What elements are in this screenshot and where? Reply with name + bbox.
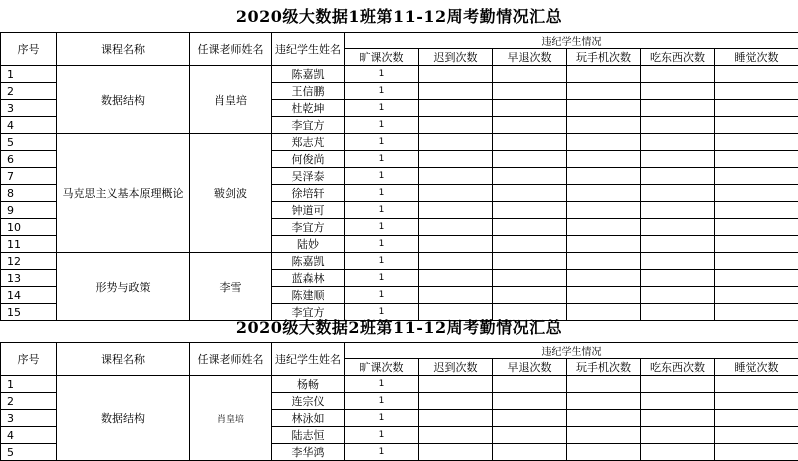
empty-count-cell bbox=[641, 287, 715, 304]
teacher-name: 皲剑波 bbox=[190, 134, 272, 253]
absent-count: 1 bbox=[345, 427, 419, 444]
absent-count: 1 bbox=[345, 100, 419, 117]
empty-count-cell bbox=[715, 185, 798, 202]
empty-count-cell bbox=[641, 376, 715, 393]
table-row bbox=[1, 376, 798, 393]
table-row bbox=[1, 134, 798, 151]
row-seq: 2 bbox=[1, 393, 57, 410]
empty-count-cell bbox=[419, 410, 493, 427]
empty-count-cell bbox=[715, 100, 798, 117]
empty-count-cell bbox=[567, 270, 641, 287]
empty-count-cell bbox=[715, 66, 798, 83]
empty-count-cell bbox=[493, 100, 567, 117]
teacher-name: 肖皇培 bbox=[190, 66, 272, 134]
empty-count-cell bbox=[715, 168, 798, 185]
student-name: 郑志芃 bbox=[272, 134, 345, 151]
row-seq: 14 bbox=[1, 287, 57, 304]
student-name: 林泳如 bbox=[272, 410, 345, 427]
student-name: 陆志恒 bbox=[272, 427, 345, 444]
empty-count-cell bbox=[641, 151, 715, 168]
absent-count: 1 bbox=[345, 151, 419, 168]
course-name: 马克思主义基本原理概论 bbox=[57, 134, 190, 253]
absent-count: 1 bbox=[345, 66, 419, 83]
header-seq: 序号 bbox=[1, 343, 57, 376]
student-name: 杜乾坤 bbox=[272, 100, 345, 117]
empty-count-cell bbox=[715, 376, 798, 393]
student-name: 陆妙 bbox=[272, 236, 345, 253]
empty-count-cell bbox=[419, 151, 493, 168]
teacher-name: 肖皇培 bbox=[190, 376, 272, 461]
empty-count-cell bbox=[493, 393, 567, 410]
header-course: 课程名称 bbox=[57, 33, 190, 66]
empty-count-cell bbox=[419, 185, 493, 202]
empty-count-cell bbox=[715, 236, 798, 253]
empty-count-cell bbox=[641, 134, 715, 151]
empty-count-cell bbox=[715, 410, 798, 427]
row-seq: 5 bbox=[1, 134, 57, 151]
header-course: 课程名称 bbox=[57, 343, 190, 376]
empty-count-cell bbox=[567, 253, 641, 270]
empty-count-cell bbox=[419, 83, 493, 100]
absent-count: 1 bbox=[345, 304, 419, 321]
empty-count-cell bbox=[641, 219, 715, 236]
row-seq: 2 bbox=[1, 83, 57, 100]
row-seq: 1 bbox=[1, 376, 57, 393]
teacher-name: 李雪 bbox=[190, 253, 272, 321]
empty-count-cell bbox=[715, 444, 798, 461]
empty-count-cell bbox=[567, 100, 641, 117]
row-seq: 11 bbox=[1, 236, 57, 253]
row-seq: 4 bbox=[1, 117, 57, 134]
empty-count-cell bbox=[493, 117, 567, 134]
student-name: 连宗仪 bbox=[272, 393, 345, 410]
empty-count-cell bbox=[419, 393, 493, 410]
header-row bbox=[1, 33, 798, 49]
absent-count: 1 bbox=[345, 410, 419, 427]
student-name: 何俊尚 bbox=[272, 151, 345, 168]
header-teacher: 任课老师姓名 bbox=[190, 343, 272, 376]
absent-count: 1 bbox=[345, 253, 419, 270]
student-name: 王信鹏 bbox=[272, 83, 345, 100]
empty-count-cell bbox=[641, 444, 715, 461]
row-seq: 3 bbox=[1, 410, 57, 427]
absent-count: 1 bbox=[345, 134, 419, 151]
empty-count-cell bbox=[419, 253, 493, 270]
empty-count-cell bbox=[715, 219, 798, 236]
empty-count-cell bbox=[567, 410, 641, 427]
absent-count: 1 bbox=[345, 393, 419, 410]
empty-count-cell bbox=[715, 393, 798, 410]
empty-count-cell bbox=[641, 410, 715, 427]
empty-count-cell bbox=[419, 168, 493, 185]
empty-count-cell bbox=[715, 253, 798, 270]
student-name: 陈嘉凯 bbox=[272, 253, 345, 270]
absent-count: 1 bbox=[345, 287, 419, 304]
student-name: 吴泽泰 bbox=[272, 168, 345, 185]
empty-count-cell bbox=[641, 185, 715, 202]
absent-count: 1 bbox=[345, 117, 419, 134]
empty-count-cell bbox=[641, 393, 715, 410]
student-name: 杨畅 bbox=[272, 376, 345, 393]
empty-count-cell bbox=[419, 117, 493, 134]
empty-count-cell bbox=[493, 410, 567, 427]
empty-count-cell bbox=[493, 376, 567, 393]
empty-count-cell bbox=[715, 427, 798, 444]
absent-count: 1 bbox=[345, 202, 419, 219]
absent-count: 1 bbox=[345, 168, 419, 185]
row-seq: 15 bbox=[1, 304, 57, 321]
absent-count: 1 bbox=[345, 376, 419, 393]
empty-count-cell bbox=[419, 66, 493, 83]
header-student: 违纪学生姓名 bbox=[272, 343, 345, 376]
header-violation: 违纪学生情况 bbox=[345, 33, 798, 49]
student-name: 李宜方 bbox=[272, 219, 345, 236]
row-seq: 1 bbox=[1, 66, 57, 83]
absent-count: 1 bbox=[345, 270, 419, 287]
empty-count-cell bbox=[493, 236, 567, 253]
empty-count-cell bbox=[567, 202, 641, 219]
header-col: 早退次数 bbox=[493, 359, 567, 376]
absent-count: 1 bbox=[345, 236, 419, 253]
empty-count-cell bbox=[419, 236, 493, 253]
empty-count-cell bbox=[493, 444, 567, 461]
empty-count-cell bbox=[641, 202, 715, 219]
empty-count-cell bbox=[493, 253, 567, 270]
empty-count-cell bbox=[493, 66, 567, 83]
row-seq: 10 bbox=[1, 219, 57, 236]
empty-count-cell bbox=[641, 270, 715, 287]
attendance-table bbox=[0, 342, 798, 461]
empty-count-cell bbox=[715, 134, 798, 151]
student-name: 陈嘉凯 bbox=[272, 66, 345, 83]
empty-count-cell bbox=[567, 236, 641, 253]
header-col: 旷课次数 bbox=[345, 359, 419, 376]
table-title: 2020级大数据1班第11-12周考勤情况汇总 bbox=[0, 2, 798, 32]
empty-count-cell bbox=[567, 185, 641, 202]
student-name: 李宜方 bbox=[272, 117, 345, 134]
header-row bbox=[1, 343, 798, 359]
empty-count-cell bbox=[567, 66, 641, 83]
absent-count: 1 bbox=[345, 185, 419, 202]
row-seq: 12 bbox=[1, 253, 57, 270]
student-name: 李华鸿 bbox=[272, 444, 345, 461]
table-row bbox=[1, 66, 798, 83]
student-name: 徐培轩 bbox=[272, 185, 345, 202]
empty-count-cell bbox=[567, 117, 641, 134]
empty-count-cell bbox=[493, 427, 567, 444]
empty-count-cell bbox=[419, 427, 493, 444]
empty-count-cell bbox=[493, 83, 567, 100]
empty-count-cell bbox=[493, 185, 567, 202]
empty-count-cell bbox=[641, 236, 715, 253]
header-col: 吃东西次数 bbox=[641, 49, 715, 66]
course-name: 形势与政策 bbox=[57, 253, 190, 321]
header-col: 早退次数 bbox=[493, 49, 567, 66]
header-col: 迟到次数 bbox=[419, 359, 493, 376]
empty-count-cell bbox=[567, 219, 641, 236]
empty-count-cell bbox=[419, 287, 493, 304]
empty-count-cell bbox=[641, 168, 715, 185]
header-col: 吃东西次数 bbox=[641, 359, 715, 376]
absent-count: 1 bbox=[345, 219, 419, 236]
header-violation: 违纪学生情况 bbox=[345, 343, 798, 359]
row-seq: 13 bbox=[1, 270, 57, 287]
absent-count: 1 bbox=[345, 83, 419, 100]
empty-count-cell bbox=[641, 427, 715, 444]
empty-count-cell bbox=[641, 253, 715, 270]
empty-count-cell bbox=[641, 100, 715, 117]
row-seq: 3 bbox=[1, 100, 57, 117]
empty-count-cell bbox=[419, 376, 493, 393]
empty-count-cell bbox=[715, 270, 798, 287]
header-col: 睡觉次数 bbox=[715, 49, 798, 66]
empty-count-cell bbox=[493, 270, 567, 287]
empty-count-cell bbox=[493, 287, 567, 304]
student-name: 陈建顺 bbox=[272, 287, 345, 304]
table-row bbox=[1, 253, 798, 270]
table-title: 2020级大数据2班第11-12周考勤情况汇总 bbox=[0, 313, 798, 343]
empty-count-cell bbox=[419, 100, 493, 117]
header-col: 玩手机次数 bbox=[567, 359, 641, 376]
empty-count-cell bbox=[419, 270, 493, 287]
row-seq: 5 bbox=[1, 444, 57, 461]
empty-count-cell bbox=[567, 287, 641, 304]
empty-count-cell bbox=[419, 202, 493, 219]
empty-count-cell bbox=[567, 393, 641, 410]
empty-count-cell bbox=[419, 444, 493, 461]
empty-count-cell bbox=[641, 83, 715, 100]
course-name: 数据结构 bbox=[57, 376, 190, 461]
empty-count-cell bbox=[567, 427, 641, 444]
empty-count-cell bbox=[715, 151, 798, 168]
empty-count-cell bbox=[493, 202, 567, 219]
empty-count-cell bbox=[493, 219, 567, 236]
empty-count-cell bbox=[567, 376, 641, 393]
header-col: 睡觉次数 bbox=[715, 359, 798, 376]
empty-count-cell bbox=[567, 134, 641, 151]
empty-count-cell bbox=[715, 287, 798, 304]
empty-count-cell bbox=[567, 444, 641, 461]
student-name: 钟道可 bbox=[272, 202, 345, 219]
row-seq: 7 bbox=[1, 168, 57, 185]
header-col: 迟到次数 bbox=[419, 49, 493, 66]
empty-count-cell bbox=[493, 168, 567, 185]
row-seq: 9 bbox=[1, 202, 57, 219]
header-teacher: 任课老师姓名 bbox=[190, 33, 272, 66]
header-col: 玩手机次数 bbox=[567, 49, 641, 66]
empty-count-cell bbox=[493, 151, 567, 168]
empty-count-cell bbox=[419, 134, 493, 151]
empty-count-cell bbox=[567, 168, 641, 185]
empty-count-cell bbox=[567, 151, 641, 168]
empty-count-cell bbox=[715, 202, 798, 219]
empty-count-cell bbox=[715, 83, 798, 100]
course-name: 数据结构 bbox=[57, 66, 190, 134]
student-name: 蓝森林 bbox=[272, 270, 345, 287]
header-seq: 序号 bbox=[1, 33, 57, 66]
header-col: 旷课次数 bbox=[345, 49, 419, 66]
row-seq: 6 bbox=[1, 151, 57, 168]
row-seq: 8 bbox=[1, 185, 57, 202]
row-seq: 4 bbox=[1, 427, 57, 444]
absent-count: 1 bbox=[345, 444, 419, 461]
empty-count-cell bbox=[715, 117, 798, 134]
empty-count-cell bbox=[493, 134, 567, 151]
attendance-table bbox=[0, 32, 798, 321]
empty-count-cell bbox=[641, 117, 715, 134]
header-student: 违纪学生姓名 bbox=[272, 33, 345, 66]
student-name: 李宜方 bbox=[272, 304, 345, 321]
empty-count-cell bbox=[419, 219, 493, 236]
empty-count-cell bbox=[567, 83, 641, 100]
empty-count-cell bbox=[641, 66, 715, 83]
